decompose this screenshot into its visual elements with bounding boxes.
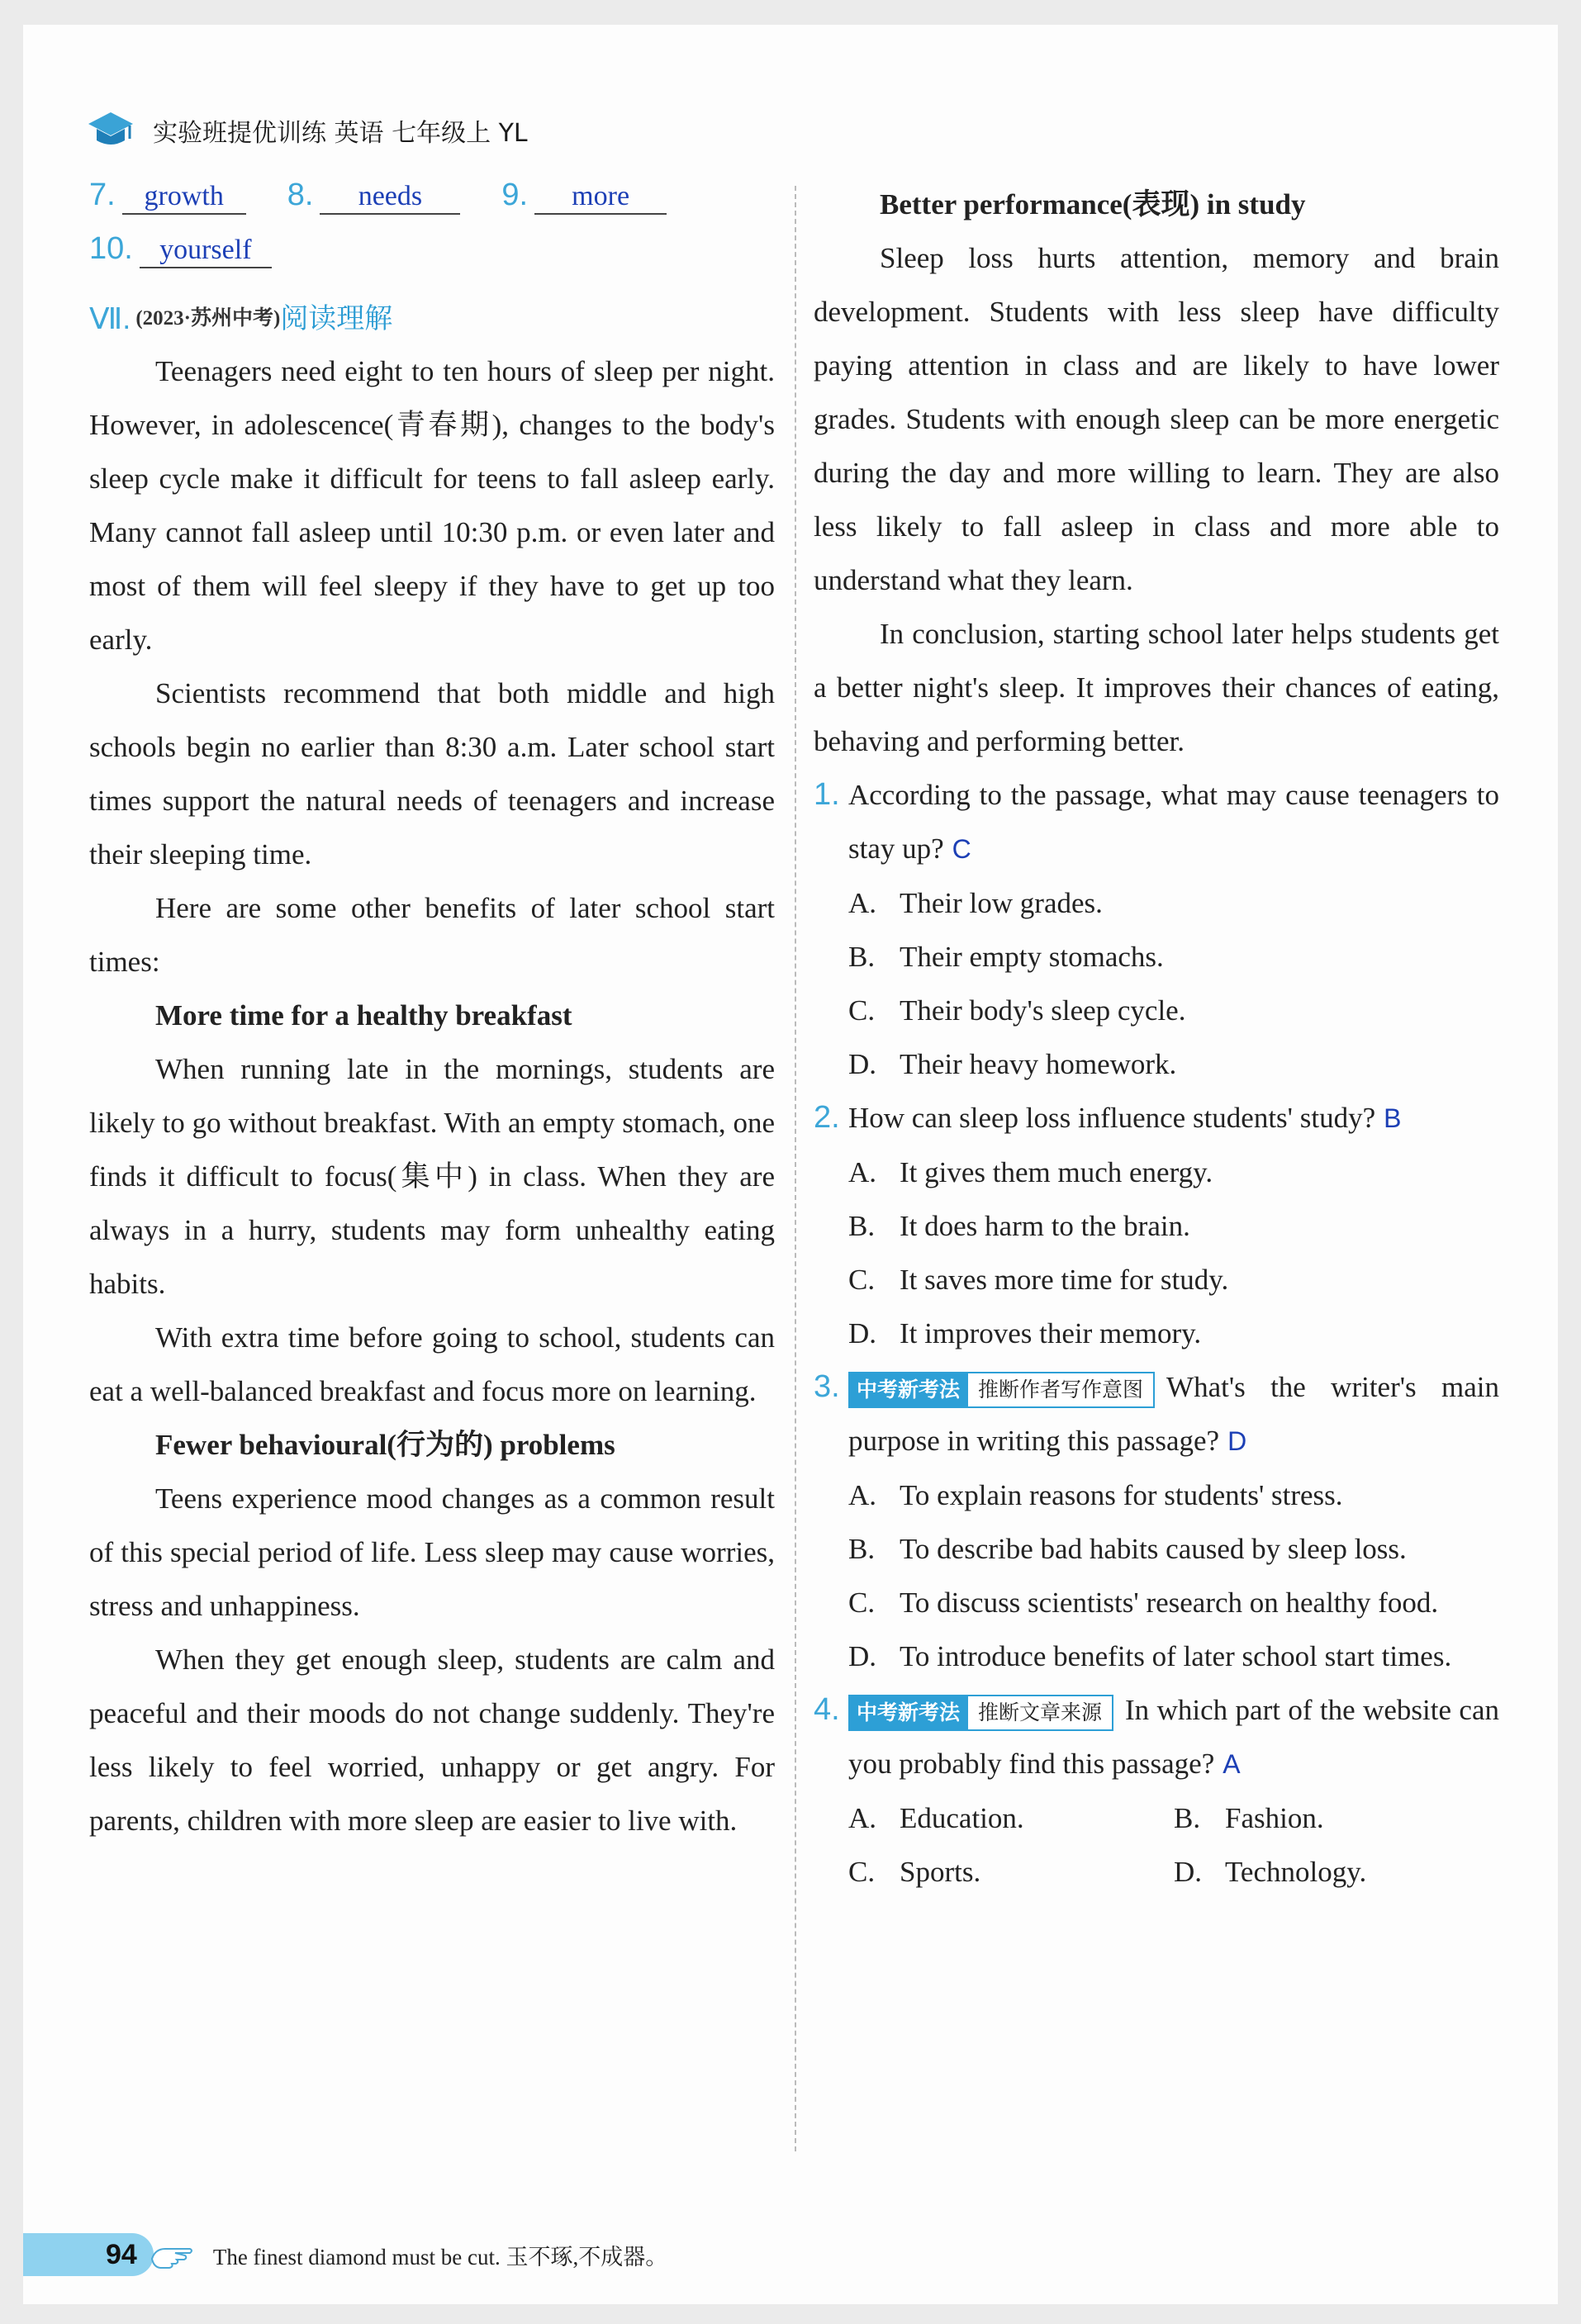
passage-paragraph: In conclusion, starting school later helps students get a better night's sleep. It improves their chances of eating, behaving and performing better. bbox=[814, 618, 1499, 757]
passage-paragraph: Here are some other benefits of later school start times: bbox=[89, 892, 775, 978]
pointing-hand-icon bbox=[147, 2234, 197, 2275]
option-text: Education. bbox=[900, 1802, 1024, 1834]
option bbox=[814, 1253, 1499, 1307]
question-tag bbox=[848, 1695, 1113, 1731]
option-text: Their empty stomachs. bbox=[900, 941, 1164, 973]
option-text: It gives them much energy. bbox=[900, 1156, 1213, 1188]
option-text: To introduce benefits of later school start times. bbox=[900, 1640, 1452, 1672]
option bbox=[814, 1629, 1499, 1683]
option bbox=[848, 1845, 1174, 1899]
answer-row bbox=[89, 178, 775, 231]
tag-subtitle: 推断文章来源 bbox=[968, 1695, 1113, 1731]
passage-paragraph: Teens experience mood changes as a common result of this special period of life. Less sleep may cause worries, stress and unhappiness. bbox=[89, 1482, 775, 1622]
question-text: What's the writer's main purpose in writing this passage? bbox=[848, 1371, 1499, 1457]
passage-paragraph: Sleep loss hurts attention, memory and brain development. Students with less sleep have difficulty paying attention in class and are likely to have lower grades. Students with enough sleep can be more energetic during the day and more willing to learn. They are also less likely to fall asleep in class and more able to understand what they learn. bbox=[814, 242, 1499, 596]
option-text: To describe bad habits caused by sleep loss. bbox=[900, 1533, 1407, 1565]
question-answer: A bbox=[1223, 1749, 1241, 1779]
question-number: 2. bbox=[814, 1100, 840, 1135]
option-text: Their heavy homework. bbox=[900, 1048, 1177, 1080]
book-title: 实验班提优训练 英语 七年级上 YL bbox=[153, 119, 528, 148]
answer-row bbox=[89, 231, 775, 285]
option-letter: B. bbox=[1174, 1802, 1201, 1834]
option-text: Their low grades. bbox=[900, 887, 1103, 919]
section-number: Ⅶ. bbox=[89, 301, 131, 335]
question-number: 4. bbox=[814, 1692, 840, 1727]
option bbox=[1174, 1845, 1499, 1899]
page-header bbox=[87, 106, 528, 155]
option-text: Their body's sleep cycle. bbox=[900, 994, 1186, 1027]
right-column bbox=[814, 178, 1499, 1899]
question bbox=[814, 1683, 1499, 1791]
option-letter: A. bbox=[848, 1156, 877, 1188]
passage-paragraph: Teenagers need eight to ten hours of sleep per night. However, in adolescence(青春期), changes to the body's sleep cycle make it difficult for teens to fall asleep early. Many cannot fall asleep until 10:30 p.m. or even later and most of them will feel sleepy if they have to get up too early. bbox=[89, 355, 775, 656]
question bbox=[814, 1360, 1499, 1468]
passage-paragraph: When running late in the mornings, students are likely to go without breakfast. With an empty stomach, one finds it difficult to focus(集中) in class. When they are always in a hurry, students may form unhealthy eating habits. bbox=[89, 1053, 775, 1300]
answer-number: 8. bbox=[287, 178, 314, 212]
page-number: 94 bbox=[23, 2233, 154, 2276]
option-text: It does harm to the brain. bbox=[900, 1210, 1190, 1242]
passage-paragraph: When they get enough sleep, students are calm and peaceful and their moods do not change suddenly. They're less likely to feel worried, unhappy or get angry. For parents, children with more sleep are easier to live with. bbox=[89, 1643, 775, 1837]
answer-blank: growth bbox=[122, 180, 246, 215]
passage-subheading: Better performance(表现) in study bbox=[880, 188, 1306, 221]
option bbox=[814, 1037, 1499, 1091]
option-letter: B. bbox=[848, 1533, 876, 1565]
answer-number: 7. bbox=[89, 178, 116, 212]
option-text: It improves their memory. bbox=[900, 1317, 1202, 1349]
answer-blank: yourself bbox=[140, 234, 272, 268]
question-answer: C bbox=[952, 834, 971, 864]
option-text: Fashion. bbox=[1225, 1802, 1324, 1834]
passage-subheading: Fewer behavioural(行为的) problems bbox=[155, 1429, 615, 1461]
option-text: To explain reasons for students' stress. bbox=[900, 1479, 1343, 1511]
option-letter: B. bbox=[848, 1210, 876, 1242]
option bbox=[814, 876, 1499, 930]
question-text: In which part of the website can you probably find this passage? bbox=[848, 1694, 1499, 1780]
option bbox=[814, 1468, 1499, 1522]
tag-label: 中考新考法 bbox=[848, 1695, 968, 1731]
option bbox=[1174, 1791, 1499, 1845]
passage-paragraph: With extra time before going to school, students can eat a well-balanced breakfast and focus more on learning. bbox=[89, 1321, 775, 1407]
option-letter: D. bbox=[848, 1048, 877, 1080]
question-tag bbox=[848, 1372, 1155, 1408]
option-letter: C. bbox=[848, 1264, 876, 1296]
tag-label: 中考新考法 bbox=[848, 1372, 968, 1408]
option bbox=[814, 1576, 1499, 1629]
option-letter: D. bbox=[1174, 1856, 1203, 1888]
question bbox=[814, 768, 1499, 876]
option bbox=[814, 984, 1499, 1037]
passage-paragraph: Scientists recommend that both middle and high schools begin no earlier than 8:30 a.m. Later school start times support the natural needs of teenagers and increase their sleeping time. bbox=[89, 677, 775, 870]
option-letter: C. bbox=[848, 994, 876, 1027]
question-answer: D bbox=[1227, 1426, 1247, 1456]
option-grid bbox=[814, 1791, 1499, 1899]
option bbox=[814, 1522, 1499, 1576]
footer-motto: The finest diamond must be cut. 玉不琢,不成器。 bbox=[212, 2244, 668, 2269]
option-letter: A. bbox=[848, 1479, 877, 1511]
section-title: 阅读理解 bbox=[280, 302, 393, 335]
option bbox=[814, 1199, 1499, 1253]
option-letter: B. bbox=[848, 941, 876, 973]
answer-blank: more bbox=[534, 180, 667, 215]
option bbox=[848, 1791, 1174, 1845]
option-letter: A. bbox=[848, 887, 877, 919]
option-letter: D. bbox=[848, 1317, 877, 1349]
left-column bbox=[89, 178, 775, 1847]
answer-blank: needs bbox=[320, 180, 460, 215]
option-letter: C. bbox=[848, 1586, 876, 1619]
option-text: To discuss scientists' research on healthy food. bbox=[900, 1586, 1439, 1619]
column-divider bbox=[795, 186, 796, 2151]
option bbox=[814, 930, 1499, 984]
option-letter: D. bbox=[848, 1640, 877, 1672]
option-letter: C. bbox=[848, 1856, 876, 1888]
option bbox=[814, 1307, 1499, 1360]
question-number: 1. bbox=[814, 777, 840, 812]
section-source: (2023·苏州中考) bbox=[135, 307, 281, 330]
answer-number: 10. bbox=[89, 231, 133, 266]
passage-subheading: More time for a healthy breakfast bbox=[155, 999, 572, 1032]
option-letter: A. bbox=[848, 1802, 877, 1834]
page-footer bbox=[23, 2226, 1014, 2284]
section-heading bbox=[89, 293, 775, 344]
option-text: It saves more time for study. bbox=[900, 1264, 1229, 1296]
question-answer: B bbox=[1384, 1103, 1402, 1133]
question-text: How can sleep loss influence students' study? bbox=[848, 1102, 1376, 1134]
option-text: Technology. bbox=[1225, 1856, 1367, 1888]
graduation-cap-icon bbox=[87, 109, 135, 152]
answer-number: 9. bbox=[501, 178, 529, 212]
tag-subtitle: 推断作者写作意图 bbox=[968, 1372, 1155, 1408]
question-number: 3. bbox=[814, 1369, 840, 1404]
option bbox=[814, 1145, 1499, 1199]
option-text: Sports. bbox=[900, 1856, 981, 1888]
question bbox=[814, 1091, 1499, 1145]
question-text: According to the passage, what may cause teenagers to stay up? bbox=[848, 779, 1499, 865]
